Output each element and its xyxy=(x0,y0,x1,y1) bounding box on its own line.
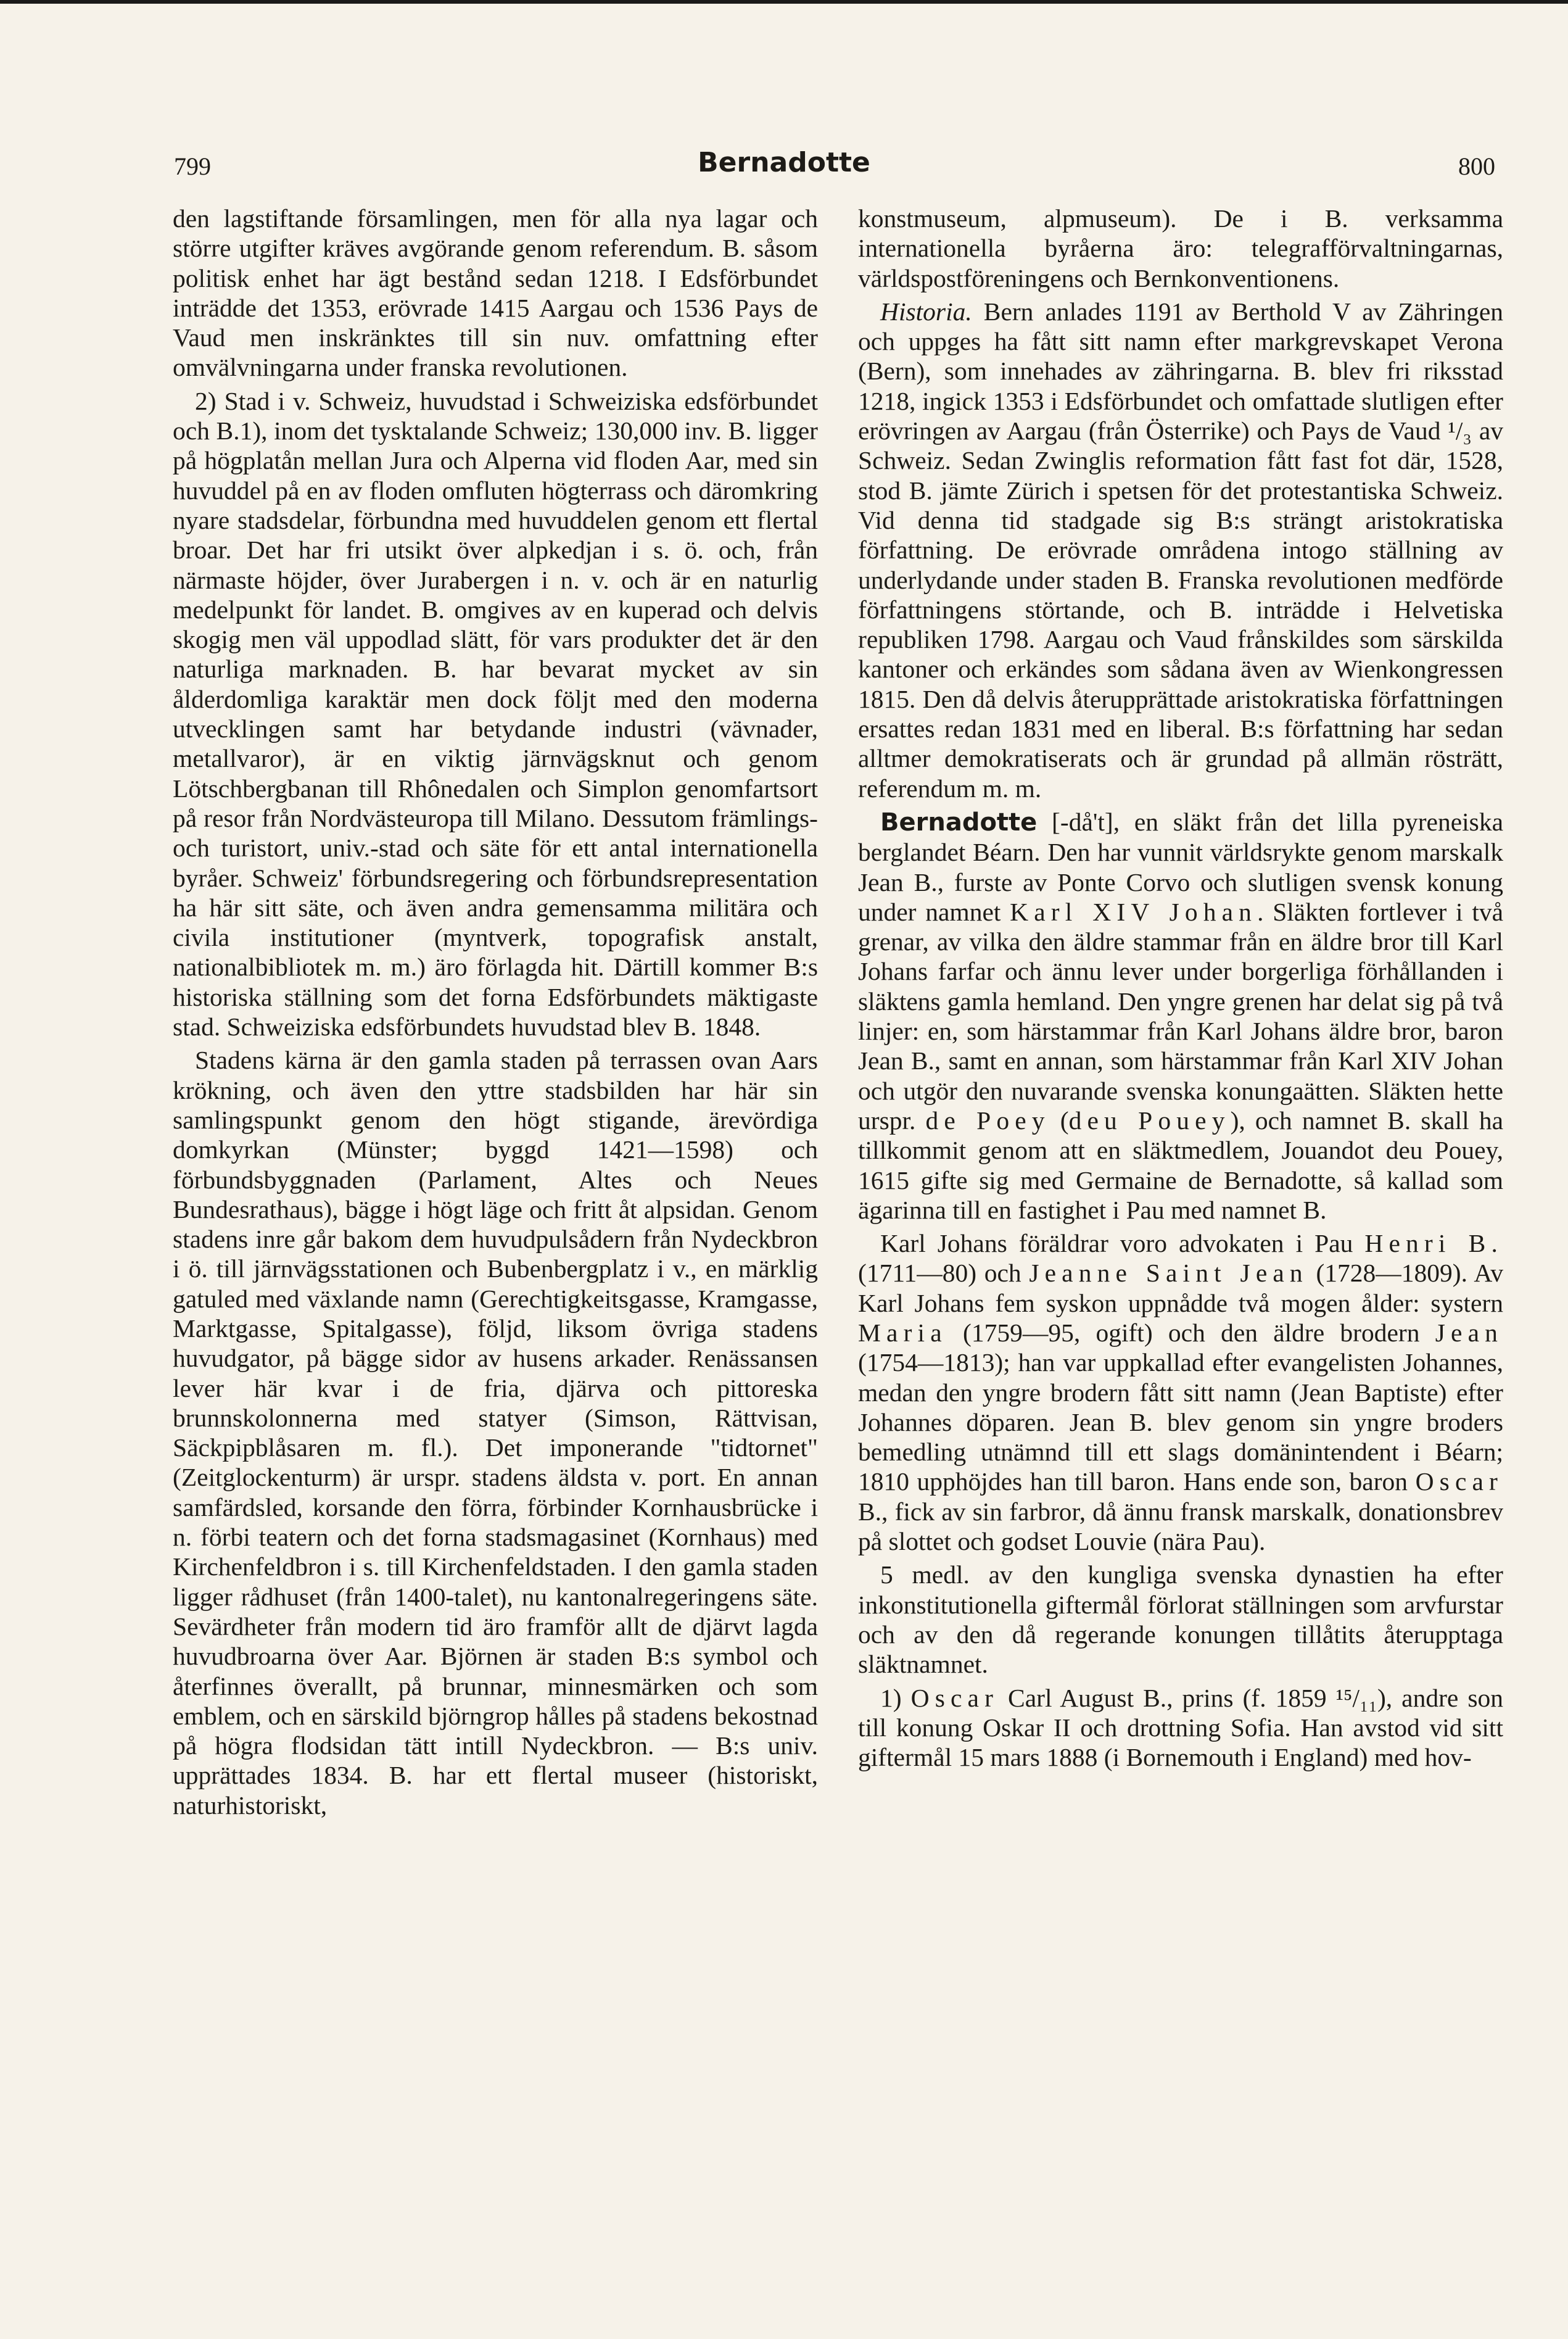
paragraph-historia xyxy=(858,297,1503,803)
paragraph: Stadens kärna är den gamla staden på terrassen ovan Aars krökning, och även den yttre stadsbilden har här sin samlingspunkt genom den högt stigande, ärevördiga domkyrkan (Münster; byggd 1421—1598) och förbundsbyggnaden (Parlament, Altes och Neues Bundesrathaus), bägge i högt läge och fritt åt alpsidan. Genom stadens inre går bakom dem huvudpulsådern från Nydeckbron i ö. till järnvägsstationen och Bubenbergplatz i v., en märklig gatuled med växlande namn (Gerechtigkeitsgasse, Kramgasse, Marktgasse, Spitalgasse), följd, liksom övriga stadens huvudgator, på bägge sidor av husens arkader. Renässansen lever här kvar i de fria, djärva och pittoreska brunnskolonnerna med statyer (Simson, Rättvisan, Säckpipblåsaren m. fl.). Det imponerande "tidtornet" (Zeitglockenturm) är urspr. stadens äldsta v. port. En annan samfärdsled, korsande den förra, förbinder Kornhausbrücke i n. förbi teatern och det forna stadsmagasinet (Kornhaus) med Kirchenfeldbron i s. till Kirchenfeldstaden. I den gamla staden ligger rådhuset (från 1400-talet), nu kantonalregeringens säte. Sevärdheter från modern tid äro framför allt de djärvt lagda huvudbroarna över Aar. Björnen är staden B:s symbol och återfinnes överallt, på brunnar, minnesmärken och som emblem, och en särskild björngrop hålles på stadens bekostnad på högra flodsidan tätt intill Nydeckbron. — B:s univ. upprättades 1834. B. har ett flertal museer (historiskt, naturhistoriskt, xyxy=(173,1046,818,1819)
spaced-name: de Poey xyxy=(925,1106,1050,1135)
text-run: ), och namnet B. skall ha tillkommit genom att en släktmedlem, Jouandot deu Pouey, 1615 gifte sig med Germaine de Bernadotte, så kallad som ägarinna till en fastighet i Pau med namnet B. xyxy=(858,1106,1503,1224)
page-number-left: 799 xyxy=(174,152,211,180)
text-run: Carl August B., prins (f. 1859 ¹⁵/₁₁), andre son till konung Oskar II och drottning Sofia. Han avstod vid sitt giftermål 15 mars 1888 (i Bornemouth i England) med hov- xyxy=(858,1683,1503,1772)
top-edge-rule xyxy=(0,0,1568,4)
spaced-name: Karl XIV Johan xyxy=(1010,897,1258,926)
text-run: [-då't], en släkt från det lilla pyreneiska berglandet Béarn. Den har vunnit världsrykte genom marskalk Jean B., furste av Ponte Corvo och slutligen svensk konung under namnet xyxy=(858,807,1503,926)
paragraph: 2) Stad i v. Schweiz, huvudstad i Schweiziska edsförbundet och B.1), inom det tysktalande Schweiz; 130,000 inv. B. ligger på högplatån mellan Jura och Alperna vid floden Aar, med sin huvuddel på en av floden omfluten högterrass och däromkring nyare stadsdelar, förbundna med huvuddelen genom ett flertal broar. Det har fri utsikt över alpkedjan i s. ö. och, från närmaste höjder, över Jurabergen i n. v. och är en naturlig medelpunkt för landet. B. omgives av en kuperad och delvis skogig men väl uppodlad slätt, för vars produkter det är den naturliga marknaden. B. har bevarat mycket av sin ålderdomliga karaktär men dock följt med den moderna utvecklingen samt har betydande industri (vävnader, metallvaror), är en viktig järnvägsknut och genom Lötschbergbanan till Rhônedalen och Simplon genomfartsort på resor från Nordvästeuropa till Milano. Dessutom främlings- och turistort, univ.-stad och säte för ett antal internationella byråer. Schweiz' förbundsregering och förbundsrepresentation ha här sitt säte, och även andra gemensamma militära och civila institutioner (myntverk, topografisk anstalt, nationalbibliotek m. m.) äro förlagda hit. Därtill kommer B:s historiska ställning som det forna Edsförbundets mäktigaste stad. Schweiziska edsförbundets huvudstad blev B. 1848. xyxy=(173,386,818,1041)
section-label: Historia. xyxy=(880,297,972,326)
spaced-name: Maria xyxy=(858,1318,947,1347)
spaced-name: Jean xyxy=(1435,1318,1503,1347)
spaced-name: deu Pouey xyxy=(1068,1106,1231,1135)
paragraph-text: Bern anlades 1191 av Berthold V av Zähringen och uppges ha fått sitt namn efter markgrevskapet Verona (Bern), som innehades av zähringarna. B. blev fri riksstad 1218, ingick 1353 i Edsförbundet och omfattade slutligen efter erövringen av Aargau (från Österrike) och Pays de Vaud ¹/₃ av Schweiz. Sedan Zwinglis reformation fått fast fot där, 1528, stod B. jämte Zürich i spetsen för det protestantiska Schweiz. Vid denna tid stadgade sig B:s strängt aristokratiska författning. De erövrade områdena intogo ställning av underlydande under staden B. Franska revolutionen medförde författningens störtande, och B. inträdde i Helvetiska republiken 1798. Aargau och Vaud frånskildes som särskilda kantoner och erkändes som sådana även av Wienkongressen 1815. Den då delvis återupprättade aristokratiska författningen ersattes redan 1831 med en liberal. B:s författning har sedan alltmer demokratiserats och är grundad på allmän rösträtt, referendum m. m. xyxy=(858,297,1503,803)
entry-headword: Bernadotte xyxy=(880,808,1038,837)
text-run: (1711—80) och xyxy=(858,1259,1030,1288)
page-number-right: 800 xyxy=(1458,152,1495,180)
spaced-name: Oscar xyxy=(910,1683,999,1712)
right-column xyxy=(858,204,1503,2227)
text-run: Karl Johans föräldrar voro advokaten i Pau xyxy=(880,1229,1365,1258)
spaced-name: Henri B. xyxy=(1364,1229,1503,1258)
text-run: (1754—1813); han var uppkallad efter evangelisten Johannes, medan den yngre brodern fått sitt namn (Jean Baptiste) efter Johannes döparen. Jean B. blev genom sin yngre broders bemedling utnämnd till ett slags domänintendent i Béarn; 1810 upphöjdes han till baron. Hans ende son, baron xyxy=(858,1348,1503,1496)
text-run: (1728—1809). Av Karl Johans fem syskon uppnådde två mogen ålder: systern xyxy=(858,1259,1503,1317)
text-run: B., fick av sin farbror, då ännu fransk marskalk, donationsbrev på slottet och godset Louvie (nära Pau). xyxy=(858,1497,1503,1556)
text-run: 1) xyxy=(880,1683,911,1712)
paragraph: konstmuseum, alpmuseum). De i B. verksamma internationella byråerna äro: telegrafförvaltningarnas, världspostföreningens och Bernkonventionens. xyxy=(858,204,1503,292)
left-column xyxy=(173,204,818,2227)
text-run: . Släkten fortlever i två grenar, av vilka den äldre stammar från en äldre bror till Karl Johans farfar och ännu lever under borgerliga förhållanden i släktens gamla hemland. Den yngre grenen har delat sig på två linjer: en, som härstammar från Karl Johans äldre bror, baron Jean B., samt en annan, som härstammar från Karl XIV Johan och utgör den nuvarande svenska konungaätten. Släkten hette urspr. xyxy=(858,897,1503,1135)
running-head: Bernadotte xyxy=(698,147,870,178)
spaced-name: Jeanne Saint Jean xyxy=(1029,1259,1308,1288)
text-run: (1759—95, ogift) och den äldre brodern xyxy=(947,1318,1435,1347)
text-run: ( xyxy=(1050,1106,1069,1135)
paragraph xyxy=(858,1683,1503,1773)
paragraph: 5 medl. av den kungliga svenska dynastien ha efter inkonstitutionella giftermål förlorat ställningen som arvfurstar och av den då regerande konungen tillåtits återupptaga släktnamnet. xyxy=(858,1560,1503,1679)
page-header xyxy=(0,147,1568,184)
paragraph-entry xyxy=(858,807,1503,1225)
spaced-name: Oscar xyxy=(1415,1467,1503,1496)
paragraph: den lagstiftande församlingen, men för alla nya lagar och större utgifter kräves avgörande genom referendum. B. såsom politisk enhet har ägt bestånd sedan 1218. I Edsförbundet inträdde det 1353, erövrade 1415 Aargau och 1536 Pays de Vaud men inskränktes till sin nuv. omfattning efter omvälvningarna under franska revolutionen. xyxy=(173,204,818,382)
paragraph xyxy=(858,1228,1503,1556)
